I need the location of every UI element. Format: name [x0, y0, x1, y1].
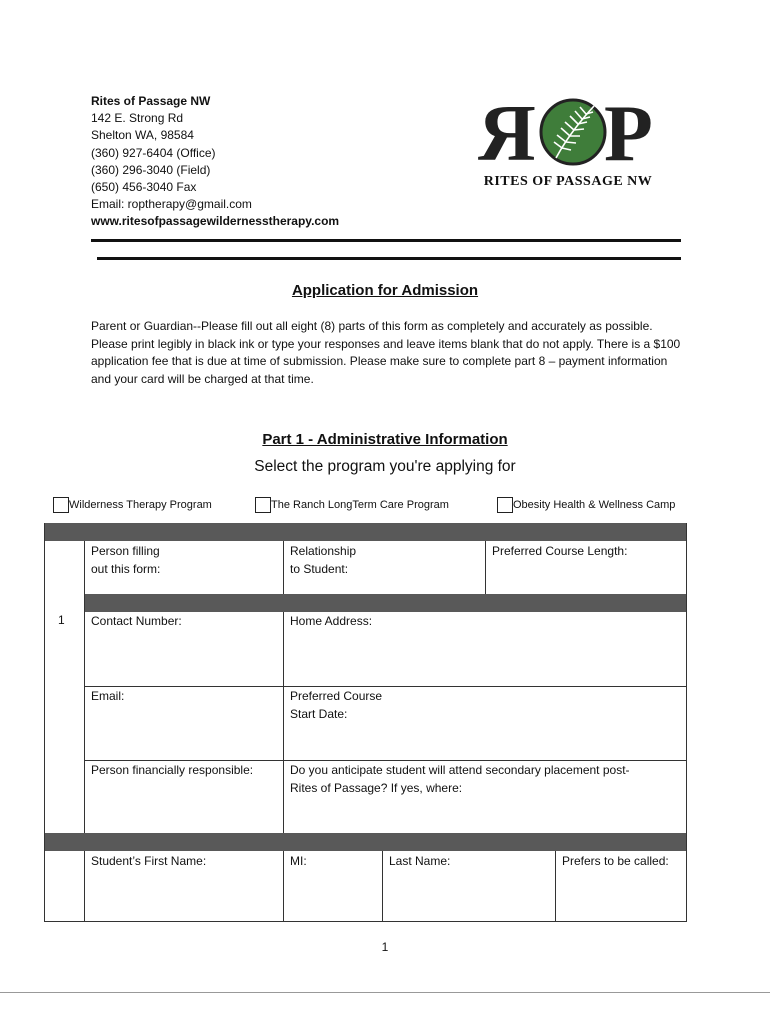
logo-text: RITES OF PASSAGE NW: [483, 174, 653, 189]
row-divider: [84, 760, 686, 761]
section-band: [44, 833, 686, 851]
svg-text:Я: Я: [478, 92, 536, 172]
row-number: 1: [58, 613, 65, 627]
secondary-placement-field[interactable]: Do you anticipate student will attend secondary placement post- Rites of Passage? If yes, where:: [290, 763, 630, 795]
row-divider: [84, 686, 686, 687]
org-email: Email: roptherapy@gmail.com: [91, 197, 252, 212]
home-address-field[interactable]: Home Address:: [290, 614, 373, 628]
org-city: Shelton WA, 98584: [91, 128, 194, 143]
org-website: www.ritesofpassagewildernesstherapy.com: [91, 214, 340, 229]
page-title: Application for Admission: [291, 282, 479, 299]
page-divider: [0, 992, 770, 993]
org-name: Rites of Passage NW: [91, 94, 211, 108]
program-label: Obesity Health & Wellness Camp: [513, 499, 676, 511]
org-fax: (650) 456-3040 Fax: [91, 180, 197, 195]
program-select-label: Select the program you're applying for: [254, 458, 516, 475]
section-band: [44, 523, 686, 541]
person-filling-field[interactable]: Person filling out this form:: [91, 544, 161, 576]
page-number: 1: [381, 940, 389, 954]
org-phone-office: (360) 927-6404 (Office): [91, 145, 216, 160]
part1-heading: Part 1 - Administrative Information: [262, 431, 508, 448]
email-field[interactable]: Email:: [91, 689, 125, 703]
cell-divider: [485, 541, 486, 594]
cell-divider: [382, 851, 383, 921]
last-name-field[interactable]: Last Name:: [389, 854, 451, 868]
cell-divider: [555, 851, 556, 921]
svg-text:P: P: [604, 92, 653, 172]
program-label: Wilderness Therapy Program: [69, 499, 212, 511]
intro-paragraph: Parent or Guardian--Please fill out all eight (8) parts of this form as completely and accurately as possible. Please print legibly in black ink or type your responses and leave items blank that do not apply. There is a $100 application fee that is due at time of submission. Please make sure to complete part 8 – payment information and your card will be charged at that time.: [91, 319, 681, 386]
financially-responsible-field[interactable]: Person financially responsible:: [91, 763, 254, 777]
table-border: [44, 523, 45, 921]
program-label: The Ranch LongTerm Care Program: [271, 499, 449, 511]
org-street: 142 E. Strong Rd: [91, 111, 184, 126]
middle-initial-field[interactable]: MI:: [290, 854, 307, 868]
table-border: [84, 851, 85, 921]
start-date-field[interactable]: Preferred Course Start Date:: [290, 689, 383, 721]
table-border: [44, 921, 687, 922]
section-band: [84, 594, 686, 612]
course-length-field[interactable]: Preferred Course Length:: [492, 544, 628, 558]
first-name-field[interactable]: Student’s First Name:: [91, 854, 207, 868]
cell-divider: [283, 851, 284, 921]
cell-divider: [283, 541, 284, 594]
contact-number-field[interactable]: Contact Number:: [91, 614, 182, 628]
relationship-field[interactable]: Relationship to Student:: [290, 544, 357, 576]
cell-divider: [283, 612, 284, 833]
table-border: [84, 541, 85, 833]
org-phone-field: (360) 296-3040 (Field): [91, 162, 211, 177]
preferred-name-field[interactable]: Prefers to be called:: [562, 854, 669, 868]
table-border: [686, 523, 687, 921]
